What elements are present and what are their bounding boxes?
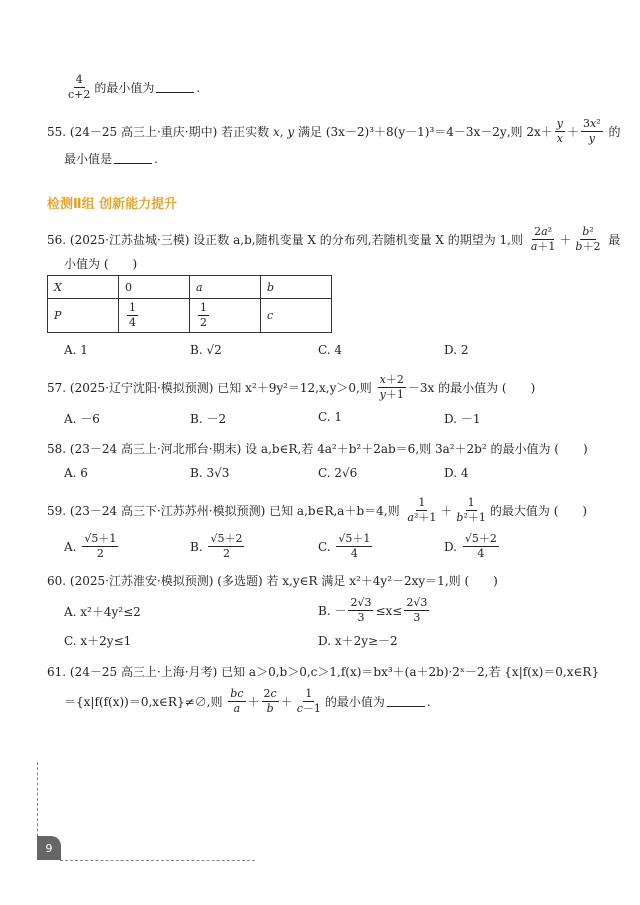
question-56-line2: 小值为 ( ) <box>64 257 138 271</box>
question-55: 55. (24－25 高三上·重庆·期中) 若正实数 x , y 满足 (3x－2)³＋8(y－1)³＝4－3x－2y ,则 2x＋ $\frac{y}{x}$ ＋ $\frac{\text{3x²}}{y}$ 的 <box>47 117 621 146</box>
fraction: $\frac{1}{c-1}$ <box>296 687 321 716</box>
option-c[interactable]: C. $\frac{√5+1}{4}$ <box>318 532 371 561</box>
page-number: 9 <box>37 836 61 860</box>
question-61: 61. (24－25 高三上·上海·月考) 已知 a＞0,b＞0,c＞1,f(x)＝bx³＋(a＋2b)·2ˣ－2,若 {x|f(x)＝0,x∈R} <box>47 664 600 679</box>
top-fragment: $\frac{4}{c+2}$ 的最小值为 . <box>68 73 201 102</box>
fraction: $\frac{y}{x}$ <box>556 117 563 146</box>
question-57: 57. (2025·辽宁沈阳·模拟预测) 已知 x²＋9y²＝12,x,y＞0,则 $\frac{x+2}{y+1}$ －3x 的最小值为 ( ) <box>47 373 536 402</box>
question-60: 60. (2025·江苏淮安·模拟预测) (多选题) 若 x,y∈R 满足 x²＋4y²－2xy＝1,则 ( ) <box>47 573 498 588</box>
option-a[interactable]: A. x²＋4y²≤2 <box>64 605 141 619</box>
question-59: 59. (23－24 高三下·江苏苏州·模拟预测) 已知 a,b∈R,a＋b＝4,则 $\frac{1}{\text{a²＋1}}$ ＋ $\frac{1}{\text{b²＋1}}$ 的最大值为 ( ) <box>47 496 588 525</box>
page-border-horizontal <box>60 860 255 861</box>
option-b[interactable]: B. $\frac{√5+2}{2}$ <box>190 532 243 561</box>
option-c[interactable]: C. 2√6 <box>318 466 358 480</box>
fraction: $\frac{2c}{b}$ <box>263 687 277 716</box>
table-row: P $\frac{1}{4}$ $\frac{1}{2}$ c <box>48 299 332 333</box>
option-b[interactable]: B. －2 <box>190 412 227 426</box>
fraction: $\frac{\text{3x²}}{y}$ <box>583 117 601 146</box>
question-61-line2: ＝{x|f(f(x))＝0,x∈R}≠∅,则 $\frac{bc}{a}$ ＋ $\frac{2c}{b}$ ＋ $\frac{1}{c-1}$ 的最小值为 . <box>64 687 431 716</box>
question-56: 56. (2025·江苏盐城·三模) 设正数 a,b,随机变量 X 的分布列,若随机变量 X 的期望为 1,则 $\frac{\text{2a²}}{a+1}$ ＋ $\frac{\text{b²}}{b+2}$ 最 <box>47 225 621 254</box>
option-b[interactable]: B. √2 <box>190 343 222 357</box>
option-c[interactable]: C. 4 <box>318 343 343 357</box>
question-58: 58. (23－24 高三上·河北邢台·期末) 设 a,b∈R,若 4a²＋b²＋2ab＝6,则 3a²＋2b² 的最小值为 ( ) <box>47 441 588 456</box>
answer-blank <box>114 153 152 164</box>
option-a[interactable]: A. $\frac{√5+1}{2}$ <box>64 532 117 561</box>
option-d[interactable]: D. －1 <box>444 412 481 426</box>
fraction: $\frac{1}{\text{b²＋1}}$ <box>456 496 486 525</box>
option-d[interactable]: D. $\frac{√5+2}{4}$ <box>444 532 497 561</box>
option-b[interactable]: B. 3√3 <box>190 466 230 480</box>
section-title: 检测Ⅱ组 创新能力提升 <box>47 197 178 212</box>
fraction: $\frac{1}{\text{a²＋1}}$ <box>407 496 437 525</box>
option-b[interactable]: B. － $\frac{2√3}{3}$ ≤x≤ $\frac{2√3}{3}$ <box>318 596 428 625</box>
option-c[interactable]: C. x＋2y≤1 <box>64 634 132 648</box>
option-a[interactable]: A. 6 <box>64 466 88 480</box>
fraction: $\frac{x+2}{y+1}$ <box>379 373 404 402</box>
option-d[interactable]: D. 2 <box>444 343 469 357</box>
answer-blank <box>156 82 194 93</box>
option-a[interactable]: A. －6 <box>64 412 100 426</box>
table-row: X 0 a b <box>48 276 332 299</box>
option-d[interactable]: D. 4 <box>444 466 469 480</box>
fraction: $\frac{4}{c+2}$ <box>68 73 91 102</box>
question-55-line2: 最小值是 . <box>64 151 158 166</box>
answer-blank <box>387 696 425 707</box>
fraction: $\frac{bc}{a}$ <box>230 687 244 716</box>
distribution-table <box>47 275 332 333</box>
option-d[interactable]: D. x＋2y≥－2 <box>318 634 398 648</box>
option-c[interactable]: C. 1 <box>318 410 343 424</box>
fraction: $\frac{\text{b²}}{b+2}$ <box>575 225 601 254</box>
option-a[interactable]: A. 1 <box>64 343 88 357</box>
fraction: $\frac{\text{2a²}}{a+1}$ <box>530 225 556 254</box>
